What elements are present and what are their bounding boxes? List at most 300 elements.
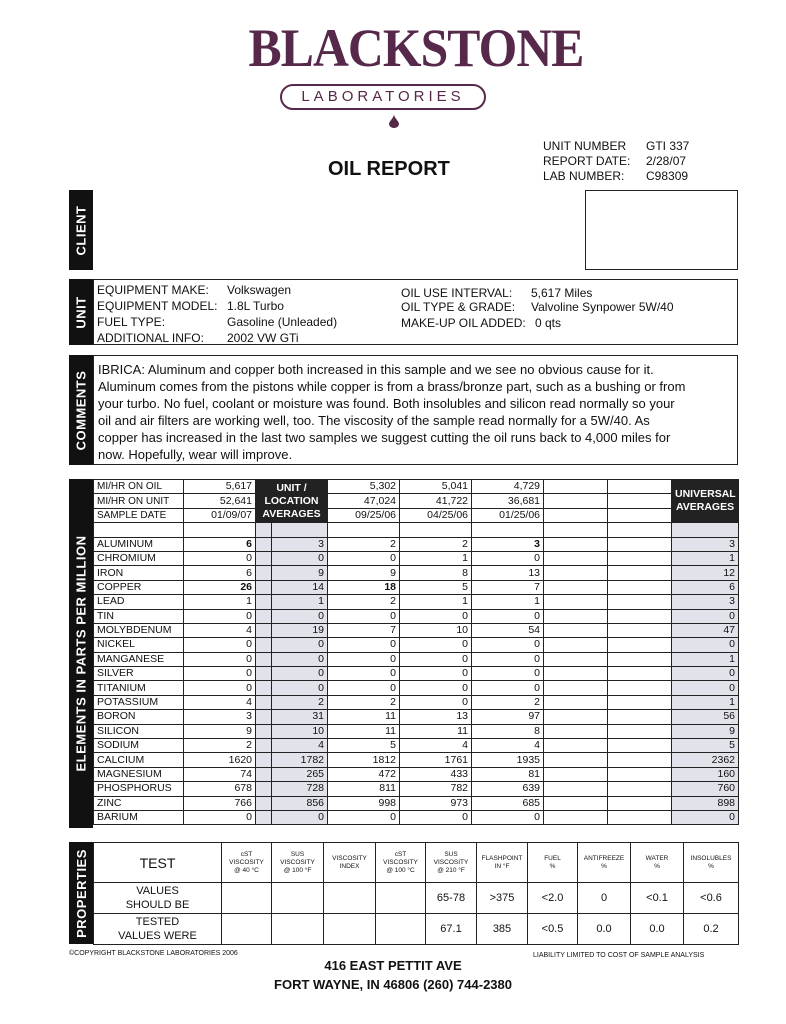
element-sample-2: 18 [328,580,400,594]
element-sample-3: 973 [400,796,472,810]
empty-sample-cell [544,580,608,594]
element-unit-average: 0 [272,667,328,681]
tested-value [222,914,272,945]
tested-value: 0.0 [631,914,684,945]
element-current-value: 74 [184,767,256,781]
element-row [94,609,739,623]
unit-number-label: UNIT NUMBER [543,139,627,153]
elements-table [93,479,739,825]
element-sample-3: 0 [400,609,472,623]
element-name: IRON [94,566,184,580]
element-sample-4: 1935 [472,753,544,767]
unit-averages-header: UNIT / LOCATION AVERAGES [256,480,328,523]
empty-sample-cell [608,551,672,565]
element-row [94,652,739,666]
element-current-value: 4 [184,695,256,709]
avg-spacer [256,782,272,796]
element-sample-3: 433 [400,767,472,781]
element-unit-average: 1782 [272,753,328,767]
client-box [585,190,738,270]
element-unit-average: 0 [272,652,328,666]
comment-line: copper has increased in the last two samples we suggest cutting the oil runs back to 4,000 miles for [98,430,671,445]
tested-value [376,914,426,945]
equipment-model-label: EQUIPMENT MODEL: [97,299,218,313]
element-unit-average: 4 [272,739,328,753]
element-current-value: 9 [184,724,256,738]
element-sample-4: 685 [472,796,544,810]
element-sample-3: 8 [400,566,472,580]
element-unit-average: 1 [272,595,328,609]
element-row [94,681,739,695]
unit-info-box [93,279,738,345]
element-sample-3: 4 [400,739,472,753]
expected-value [324,883,376,914]
element-sample-4: 0 [472,810,544,824]
tested-value [272,914,324,945]
expected-value [272,883,324,914]
empty-sample-cell [544,767,608,781]
current-sample-value: 01/09/07 [184,508,256,522]
element-sample-2: 811 [328,782,400,796]
empty-sample-cell [544,566,608,580]
oil-type-label: OIL TYPE & GRADE: [401,300,516,314]
element-unit-average: 728 [272,782,328,796]
element-current-value: 26 [184,580,256,594]
element-row [94,796,739,810]
element-universal-average: 3 [672,595,739,609]
empty-sample-cell [608,681,672,695]
sample-2-value: 47,024 [328,494,400,508]
empty-sample-cell [544,710,608,724]
element-sample-3: 2 [400,537,472,551]
property-header: SUS VISCOSITY @ 210 °F [426,843,477,883]
element-unit-average: 19 [272,623,328,637]
element-unit-average: 265 [272,767,328,781]
element-current-value: 0 [184,667,256,681]
expected-value [376,883,426,914]
element-name: MAGNESIUM [94,767,184,781]
element-row [94,623,739,637]
element-current-value: 0 [184,681,256,695]
avg-spacer [256,551,272,565]
property-header: ANTIFREEZE % [578,843,631,883]
empty-sample-cell [544,724,608,738]
avg-spacer [256,537,272,551]
element-sample-4: 4 [472,739,544,753]
sample-info-row [94,480,739,494]
element-universal-average: 0 [672,638,739,652]
element-sample-3: 11 [400,724,472,738]
element-sample-3: 5 [400,580,472,594]
element-sample-4: 13 [472,566,544,580]
element-name: COPPER [94,580,184,594]
avg-spacer [256,681,272,695]
avg-spacer [256,710,272,724]
element-current-value: 0 [184,652,256,666]
element-row [94,551,739,565]
expected-value: >375 [477,883,528,914]
element-universal-average: 160 [672,767,739,781]
empty-sample-cell [544,667,608,681]
property-header: WATER % [631,843,684,883]
element-row [94,810,739,824]
element-unit-average: 0 [272,638,328,652]
element-sample-4: 8 [472,724,544,738]
avg-spacer [256,724,272,738]
element-current-value: 2 [184,739,256,753]
avg-spacer [256,623,272,637]
empty-sample-cell [544,609,608,623]
sample-info-row [94,494,739,508]
empty-sample-cell [608,638,672,652]
tested-values-label: TESTED VALUES WERE [94,914,222,945]
report-date-label: REPORT DATE: [543,154,631,168]
comment-line: now. Hopefully, wear will improve. [98,447,293,462]
properties-section-label: PROPERTIES [69,842,93,944]
element-name: LEAD [94,595,184,609]
client-section-label: CLIENT [69,190,93,270]
fuel-type-label: FUEL TYPE: [97,315,166,329]
address-block [0,956,786,994]
empty-sample-cell [544,739,608,753]
universal-averages-header: UNIVERSAL AVERAGES [672,480,739,523]
element-row [94,537,739,551]
element-sample-3: 10 [400,623,472,637]
address-line-2: FORT WAYNE, IN 46806 (260) 744-2380 [274,977,512,992]
element-sample-2: 11 [328,710,400,724]
makeup-oil-label: MAKE-UP OIL ADDED: [401,316,526,330]
oil-type-value: Valvoline Synpower 5W/40 [531,300,674,314]
element-current-value: 766 [184,796,256,810]
element-sample-2: 998 [328,796,400,810]
element-sample-3: 1 [400,595,472,609]
empty-sample-cell [608,724,672,738]
element-row [94,595,739,609]
equipment-make-value: Volkswagen [227,283,292,297]
empty-sample-cell [544,595,608,609]
element-sample-4: 0 [472,652,544,666]
element-sample-4: 54 [472,623,544,637]
element-sample-4: 7 [472,580,544,594]
element-unit-average: 10 [272,724,328,738]
element-universal-average: 1 [672,652,739,666]
comments-box [93,355,738,465]
empty-sample-cell [544,782,608,796]
element-unit-average: 856 [272,796,328,810]
property-header: FLASHPOINT IN °F [477,843,528,883]
sample-4-value: 4,729 [472,480,544,494]
element-unit-average: 0 [272,551,328,565]
element-name: NICKEL [94,638,184,652]
empty-sample-cell [544,753,608,767]
element-name: PHOSPHORUS [94,782,184,796]
element-row [94,782,739,796]
avg-spacer [256,796,272,810]
empty-sample-cell [608,566,672,580]
element-sample-4: 81 [472,767,544,781]
element-current-value: 4 [184,623,256,637]
element-row [94,724,739,738]
element-current-value: 1620 [184,753,256,767]
element-sample-3: 0 [400,810,472,824]
element-sample-4: 0 [472,667,544,681]
element-unit-average: 14 [272,580,328,594]
element-sample-4: 3 [472,537,544,551]
comment-line: Aluminum comes from the pistons while copper is from a brass/bronze part, such as a bushing or from [98,379,686,394]
element-row [94,695,739,709]
address-line-1: 416 EAST PETTIT AVE [324,958,462,973]
empty-sample-cell [608,782,672,796]
element-sample-3: 0 [400,681,472,695]
empty-sample-cell [544,537,608,551]
empty-sample-cell [544,551,608,565]
element-universal-average: 5 [672,739,739,753]
report-date-value: 2/28/07 [646,154,687,168]
expected-value: <0.6 [684,883,739,914]
element-sample-2: 0 [328,667,400,681]
sample-2-value: 09/25/06 [328,508,400,522]
element-sample-4: 0 [472,638,544,652]
element-sample-2: 5 [328,739,400,753]
element-sample-2: 2 [328,595,400,609]
empty-sample-cell [544,796,608,810]
element-unit-average: 3 [272,537,328,551]
sample-2-value: 5,302 [328,480,400,494]
element-sample-2: 472 [328,767,400,781]
empty-sample-cell [608,652,672,666]
element-sample-3: 0 [400,667,472,681]
copyright-text: ©COPYRIGHT BLACKSTONE LABORATORIES 2006 [69,950,238,957]
equipment-make-label: EQUIPMENT MAKE: [97,283,209,297]
avg-spacer [256,810,272,824]
element-row [94,739,739,753]
element-sample-2: 2 [328,537,400,551]
expected-value [222,883,272,914]
makeup-oil-value: 0 qts [535,316,562,330]
element-sample-3: 0 [400,638,472,652]
element-sample-2: 0 [328,681,400,695]
oil-drop-icon [388,114,400,128]
element-sample-3: 1 [400,551,472,565]
property-header: INSOLUBLES % [684,843,739,883]
element-name: ALUMINUM [94,537,184,551]
empty-sample-cell [608,667,672,681]
element-row [94,753,739,767]
sample-3-value: 41,722 [400,494,472,508]
element-unit-average: 2 [272,695,328,709]
expected-value: 65-78 [426,883,477,914]
element-current-value: 3 [184,710,256,724]
element-current-value: 678 [184,782,256,796]
element-sample-2: 0 [328,551,400,565]
element-row [94,767,739,781]
avg-spacer [256,609,272,623]
property-header: cST VISCOSITY @ 40 °C [222,843,272,883]
empty-sample-cell [608,595,672,609]
element-sample-3: 0 [400,695,472,709]
element-name: SILICON [94,724,184,738]
element-name: ZINC [94,796,184,810]
avg-spacer [256,566,272,580]
empty-sample-cell [608,609,672,623]
sample-3-value: 5,041 [400,480,472,494]
element-universal-average: 6 [672,580,739,594]
element-unit-average: 9 [272,566,328,580]
element-universal-average: 2362 [672,753,739,767]
current-sample-value: 5,617 [184,480,256,494]
oil-use-interval-value: 5,617 Miles [531,286,593,300]
empty-sample-cell [544,810,608,824]
element-universal-average: 1 [672,695,739,709]
element-sample-4: 639 [472,782,544,796]
element-universal-average: 0 [672,667,739,681]
element-current-value: 0 [184,810,256,824]
unit-section-label: UNIT [69,279,93,345]
element-sample-4: 0 [472,551,544,565]
element-universal-average: 9 [672,724,739,738]
elements-section-label: ELEMENTS IN PARTS PER MILLION [69,479,93,828]
report-title: OIL REPORT [328,158,450,180]
empty-sample-cell [544,494,608,508]
empty-sample-cell [608,480,672,494]
tested-value [324,914,376,945]
element-universal-average: 56 [672,710,739,724]
element-sample-3: 782 [400,782,472,796]
empty-sample-cell [608,508,672,522]
empty-sample-cell [608,537,672,551]
comment-line: your turbo. No fuel, coolant or moisture was found. Both insolubles and silicon read normally so your [98,396,675,411]
avg-spacer [256,739,272,753]
empty-sample-cell [608,739,672,753]
element-universal-average: 898 [672,796,739,810]
sample-4-value: 36,681 [472,494,544,508]
element-sample-2: 2 [328,695,400,709]
additional-info-value: 2002 VW GTi [227,331,299,345]
liability-text: LIABILITY LIMITED TO COST OF SAMPLE ANALYSIS [533,952,705,959]
empty-sample-cell [544,638,608,652]
tested-value: <0.5 [528,914,578,945]
property-header: FUEL % [528,843,578,883]
empty-sample-cell [608,767,672,781]
lab-number-label: LAB NUMBER: [543,169,625,183]
logo-subtitle: LABORATORIES [301,88,465,105]
element-sample-2: 1812 [328,753,400,767]
element-current-value: 6 [184,566,256,580]
element-current-value: 6 [184,537,256,551]
empty-sample-cell [608,753,672,767]
element-name: TITANIUM [94,681,184,695]
expected-value: <2.0 [528,883,578,914]
sample-info-row [94,508,739,522]
element-sample-4: 0 [472,609,544,623]
sample-info-label: MI/HR ON OIL [94,480,184,494]
fuel-type-value: Gasoline (Unleaded) [227,315,338,329]
element-sample-3: 0 [400,652,472,666]
element-universal-average: 12 [672,566,739,580]
element-name: CHROMIUM [94,551,184,565]
empty-sample-cell [608,810,672,824]
current-sample-value: 52,641 [184,494,256,508]
tested-value: 0.0 [578,914,631,945]
element-name: TIN [94,609,184,623]
empty-sample-cell [608,580,672,594]
property-header: VISCOSITY INDEX [324,843,376,883]
element-current-value: 0 [184,609,256,623]
element-sample-3: 1761 [400,753,472,767]
properties-table [93,842,739,945]
empty-sample-cell [544,480,608,494]
comments-section-label: COMMENTS [69,355,93,465]
tested-value: 67.1 [426,914,477,945]
expected-value: <0.1 [631,883,684,914]
element-name: SODIUM [94,739,184,753]
element-current-value: 0 [184,551,256,565]
element-universal-average: 0 [672,681,739,695]
element-name: MOLYBDENUM [94,623,184,637]
element-name: CALCIUM [94,753,184,767]
oil-use-interval-label: OIL USE INTERVAL: [401,286,513,300]
expected-value: 0 [578,883,631,914]
equipment-model-value: 1.8L Turbo [227,299,284,313]
avg-spacer [256,652,272,666]
element-universal-average: 0 [672,810,739,824]
element-universal-average: 47 [672,623,739,637]
element-current-value: 1 [184,595,256,609]
element-unit-average: 0 [272,681,328,695]
element-unit-average: 0 [272,609,328,623]
element-sample-2: 9 [328,566,400,580]
tested-value: 0.2 [684,914,739,945]
element-sample-2: 0 [328,609,400,623]
avg-spacer [256,667,272,681]
element-universal-average: 3 [672,537,739,551]
element-name: BARIUM [94,810,184,824]
comment-line: IBRICA: Aluminum and copper both increased in this sample and we see no obvious cause for it. [98,362,654,377]
property-header: cST VISCOSITY @ 100 °C [376,843,426,883]
element-sample-2: 0 [328,638,400,652]
avg-spacer [256,753,272,767]
empty-sample-cell [608,695,672,709]
avg-spacer [256,695,272,709]
element-sample-2: 11 [328,724,400,738]
element-row [94,580,739,594]
element-sample-4: 1 [472,595,544,609]
sample-info-label: MI/HR ON UNIT [94,494,184,508]
company-logo: BLACKSTONE [248,18,584,78]
additional-info-label: ADDITIONAL INFO: [97,331,204,345]
element-name: POTASSIUM [94,695,184,709]
empty-sample-cell [608,494,672,508]
avg-spacer [256,767,272,781]
comment-line: oil and air filters are working well, too. The viscosity of the sample read normally for a 5W/40. As [98,413,650,428]
empty-sample-cell [544,681,608,695]
element-name: MANGANESE [94,652,184,666]
property-header: SUS VISCOSITY @ 100 °F [272,843,324,883]
element-name: SILVER [94,667,184,681]
lab-number-value: C98309 [646,169,689,183]
sample-4-value: 01/25/06 [472,508,544,522]
avg-spacer [256,595,272,609]
element-sample-2: 0 [328,652,400,666]
element-unit-average: 31 [272,710,328,724]
spacer-row [94,523,739,537]
element-name: BORON [94,710,184,724]
element-sample-4: 97 [472,710,544,724]
empty-sample-cell [608,623,672,637]
empty-sample-cell [544,695,608,709]
empty-sample-cell [608,710,672,724]
element-row [94,566,739,580]
